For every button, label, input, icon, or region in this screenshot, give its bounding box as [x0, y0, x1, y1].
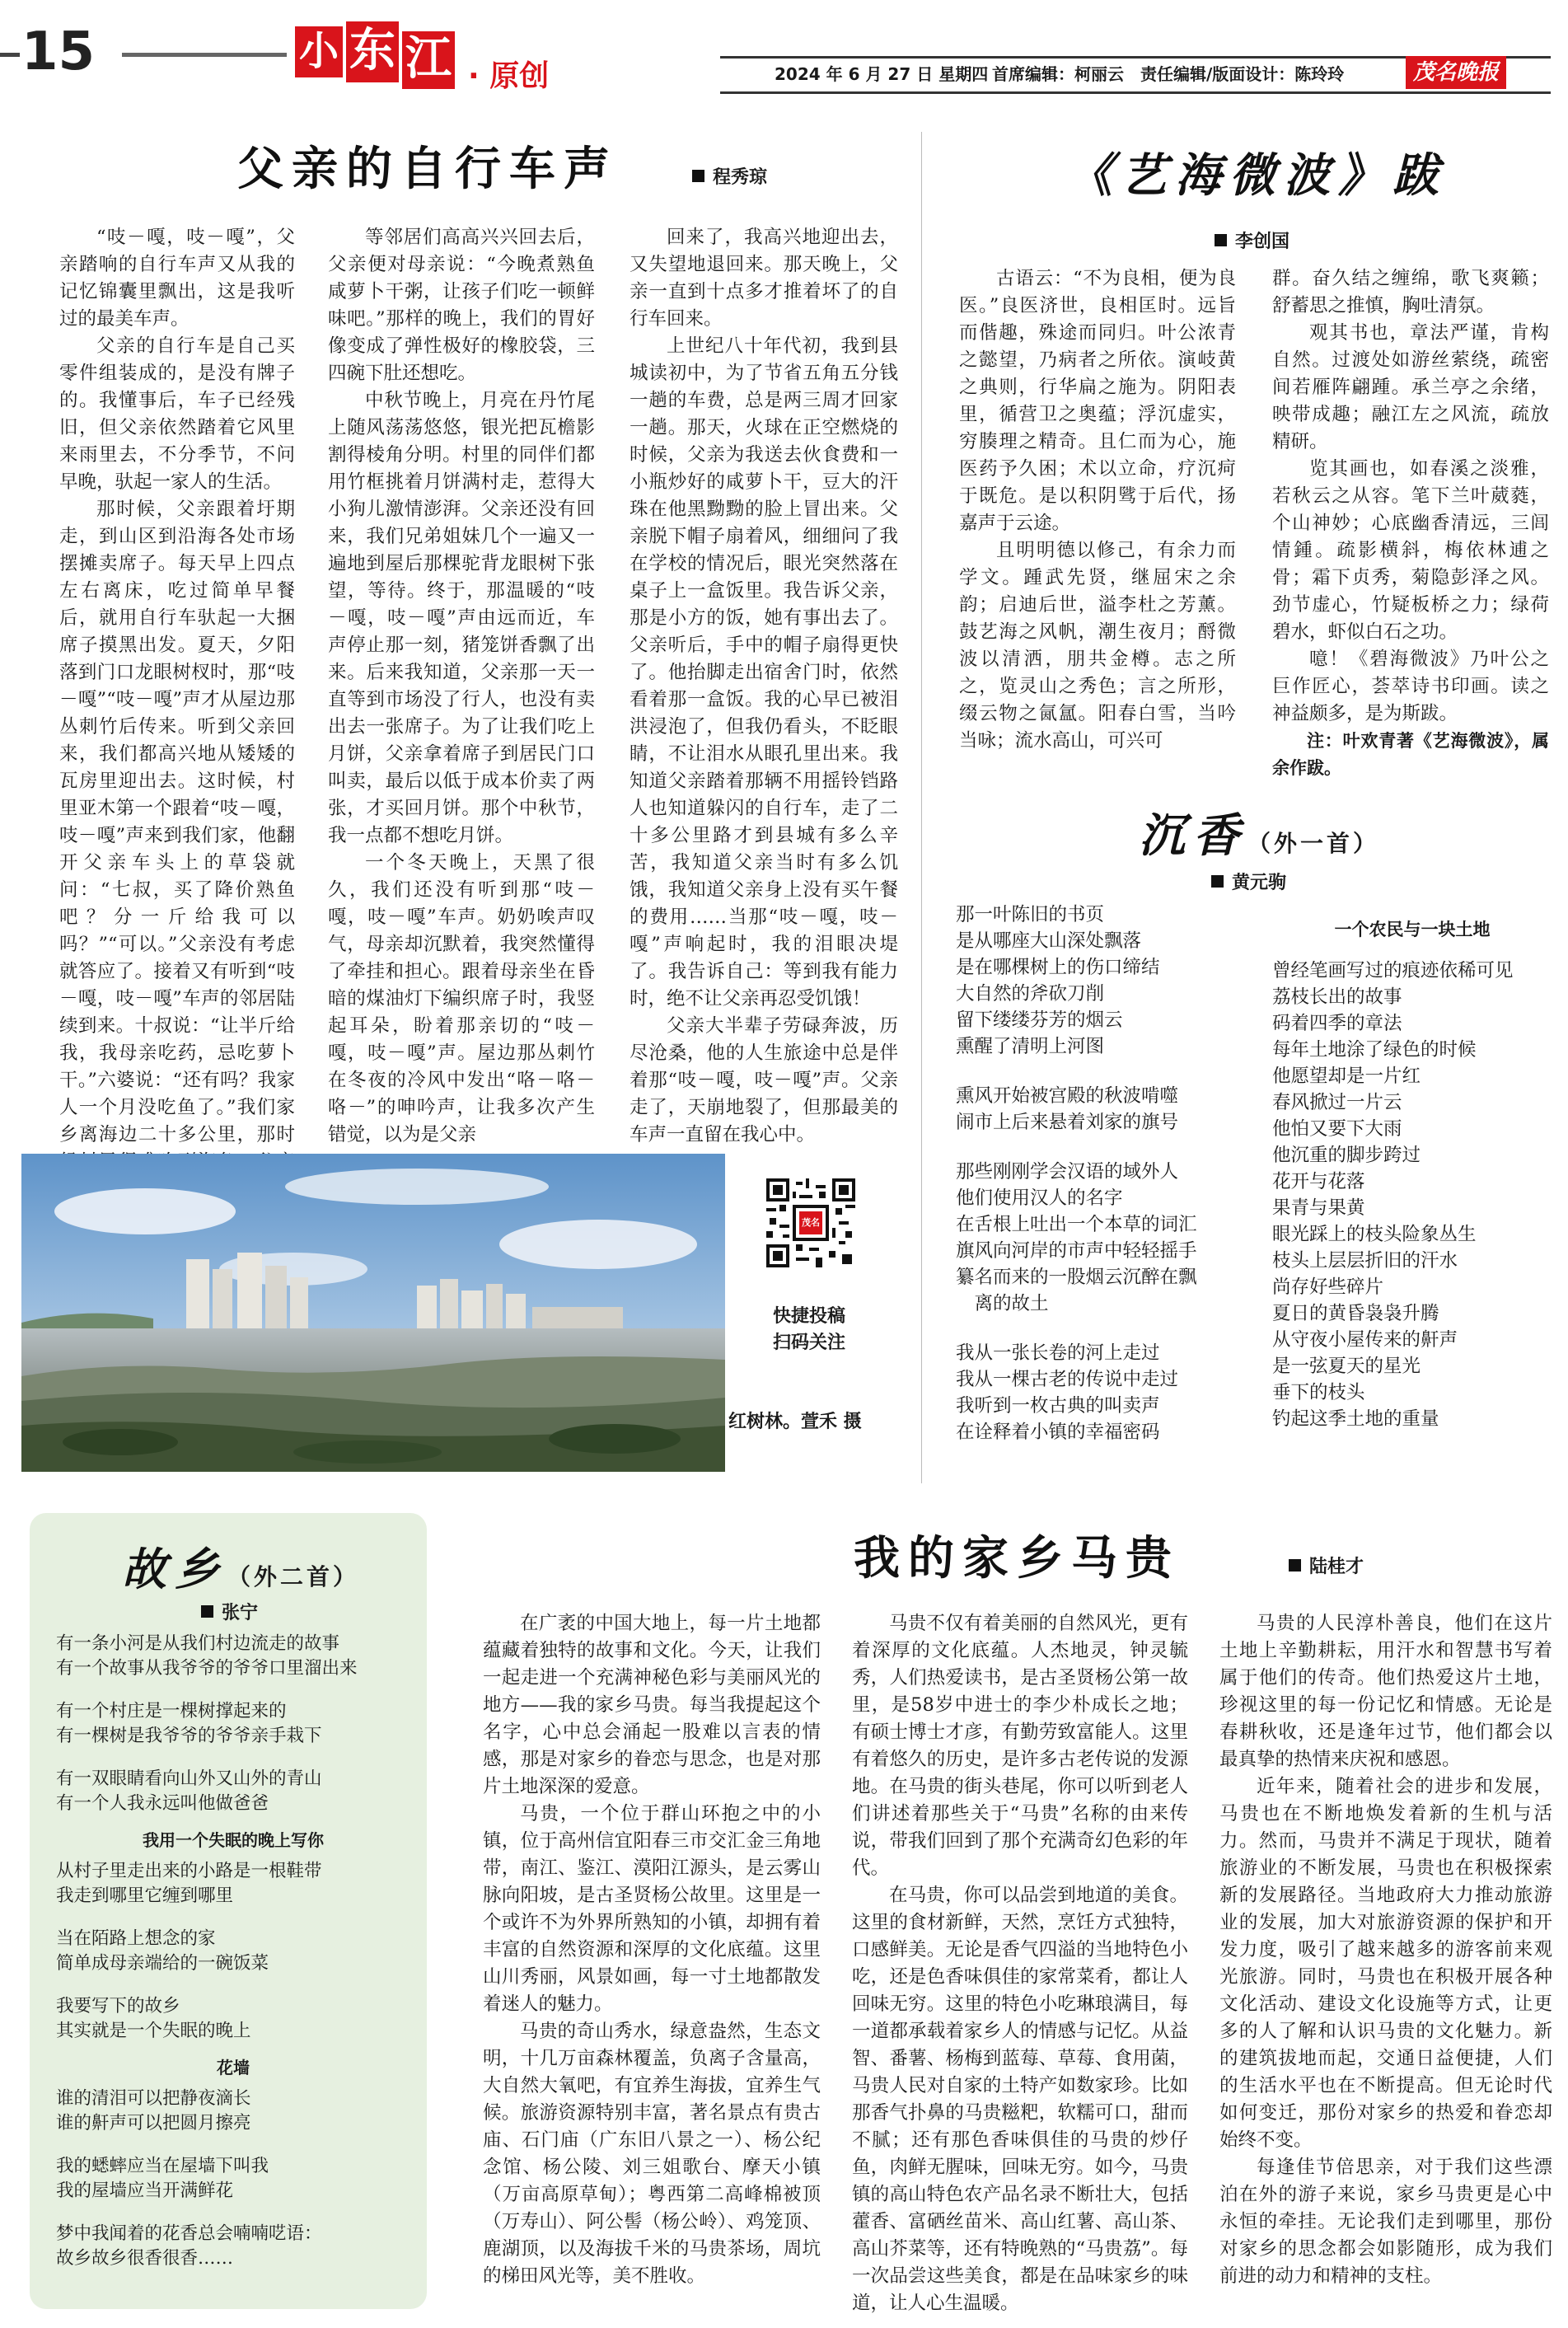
author-marker-icon	[1211, 875, 1224, 888]
article2-note: 注：叶欢青著《艺海微波》，属余作跋。	[1272, 731, 1549, 778]
article1-author-name: 程秀琼	[713, 167, 768, 188]
stanza	[956, 1083, 1261, 1136]
poem-line: 曾经笔画写过的痕迹依稀可见	[1272, 960, 1514, 981]
section-suffix: · 原创	[468, 59, 550, 93]
poem-line: 从守夜小屋传来的鼾声	[1272, 1329, 1458, 1351]
poem-guxiang-title-suffix: （外二首）	[227, 1563, 360, 1590]
poem-line: 我的屋墙应当开满鲜花	[56, 2180, 234, 2201]
poem-line: 旗风向河岸的市声中轻轻摇手	[956, 1240, 1197, 1262]
paragraph: 在广袤的中国大地上，每一片土地都蕴藏着独特的故事和文化。今天，让我们一起走进一个充满神秘色彩与美丽风光的地方——我的家乡马贵。每当我提起这个名字，心中总会涌起一股难以言表的情感，那是对家乡的眷恋与思念，也是对那片土地深深的爱意。	[483, 1613, 821, 1797]
qr-caption-1: 快捷投稿	[773, 1306, 846, 1327]
article2-author-name: 李创国	[1235, 232, 1290, 252]
poem-line: 闹市上后来悬着刘家的旗号	[956, 1112, 1179, 1133]
section-name-char-2: 东	[346, 21, 399, 82]
stanza	[56, 1927, 410, 1976]
paragraph: 马贵的奇山秀水，绿意盎然，生态文明，十几万亩森林覆盖，负离子含量高，大自然大氧吧，有宜养生海拔，宜养生气候。旅游资源特别丰富，著名景点有贵古庙、石门庙（广东旧八景之一）、杨公纪念馆、杨公陵、刘三姐歌台、摩天小镇（万亩高原草甸）；粤西第二高峰棉被顶（万寿山）、阿公髻（杨公岭）、鸡笼顶、鹿湖顶，以及海拔千米的马贵茶场，周坑的梯田风光等，美不胜收。	[483, 2021, 821, 2287]
poem-line: 春风掀过一片云	[1272, 1092, 1402, 1113]
article1-col1	[59, 224, 295, 1258]
article1-col3	[630, 224, 898, 1149]
poem-guxiang-author	[201, 1599, 258, 1624]
poem-chenxiang-author-name: 黄元驹	[1232, 873, 1287, 893]
paragraph: 回来了，我高兴地迎出去，又失望地退回来。那天晚上，父亲一直到十点多才推着坏了的自行车回来。	[630, 227, 898, 330]
poem-line: 有一个人我永远叫他做爸爸	[56, 1793, 269, 1814]
poem-guxiang-title-text: 故乡	[122, 1543, 227, 1595]
poem-line: 我从一棵古老的传说中走过	[956, 1369, 1179, 1390]
paragraph: 父亲大半辈子劳碌奔波，历尽沧桑，他的人生旅途中总是伴着那“吱－嘎，吱－嘎”声。父亲走了，天崩地裂了，但那最美的车声一直留在我心中。	[630, 1015, 898, 1145]
paragraph: 近年来，随着社会的进步和发展，马贵也在不断地焕发着新的生机与活力。然而，马贵并不满足于现状，随着旅游业的不断发展，马贵也在积极探索新的发展路径。当地政府大力推动旅游业的发展，加大对旅游资源的保护和开发力度，吸引了越来越多的游客前来观光旅游。同时，马贵也在积极开展各种文化活动、建设文化设施等方式，让更多的人了解和认识马贵的文化魅力。新的建筑拔地而起，交通日益便捷，人们的生活水平也在不断提高。但无论时代如何变迁，那份对家乡的热爱和眷恋却始终不变。	[1219, 1776, 1552, 2151]
paragraph: 等邻居们高高兴兴回去后，父亲便对母亲说：“今晚煮熟鱼咸萝卜干粥，让孩子们吃一顿鲜味吧。”那样的晚上，我们的胃好像变成了弹性极好的橡胶袋，三四碗下肚还想吃。	[328, 227, 595, 384]
stanza	[956, 1340, 1261, 1445]
poem-chenxiang-title-text: 沉香	[1139, 808, 1247, 863]
article2-title: 《艺海微波》跋	[1066, 148, 1447, 203]
stanza	[56, 1767, 410, 1816]
article2-col2	[1272, 265, 1549, 782]
poem-line: 荔枝长出的故事	[1272, 986, 1402, 1008]
stanza	[56, 1859, 410, 1909]
poem-line: 是从哪座大山深处飘落	[956, 930, 1142, 952]
stanza	[56, 1994, 410, 2044]
paragraph: 马贵不仅有着美丽的自然风光，更有着深厚的文化底蕴。人杰地灵，钟灵毓秀，人们热爱读书，是古圣贤杨公第一故里，是58岁中进士的李少朴成长之地；有硕士博士才彦，有勤劳致富能人。这里有着悠久的历史，是许多古老传说的发源地。在马贵的街头巷尾，你可以听到老人们讲述着那些关于“马贵”名称的由来传说，带我们回到了那个充满奇幻色彩的年代。	[852, 1613, 1188, 1879]
article3-author-name: 陆桂才	[1309, 1557, 1364, 1577]
poem-line: 垂下的枝头	[1272, 1382, 1365, 1403]
author-marker-icon	[1215, 234, 1227, 246]
mangrove-photo	[21, 1154, 725, 1472]
poem-line: 码着四季的章法	[1272, 1013, 1402, 1034]
editor-credits: 首席编辑：柯丽云 责任编辑/版面设计：陈玲玲	[992, 64, 1345, 84]
poem-subtitle: 一个农民与一块土地	[1334, 920, 1491, 939]
poem-line: 在舌根上吐出一个本草的词汇	[956, 1214, 1197, 1235]
poem-guxiang-body	[56, 1632, 410, 2271]
paragraph: 在马贵，你可以品尝到地道的美食。这里的食材新鲜，天然，烹饪方式独特，口感鲜美。无论是香气四溢的当地特色小吃，还是色香味俱佳的家常菜肴，都让人回味无穷。这里的特色小吃琳琅满目，每一道都承载着家乡人的情感与记忆。从益智、番薯、杨梅到蓝莓、草莓、食用菌，马贵人民对自家的土特产如数家珍。比如那香气扑鼻的马贵糍粑，软糯可口，甜而不腻；还有那色香味俱佳的马贵的炒仔鱼，肉鲜无腥味，回味无穷。如今，马贵镇的高山特色农产品名录不断壮大，包括藿香、富硒丝苗米、高山红薯、高山茶、高山芥菜等，还有特晚熟的“马贵荔”。每一次品尝这些美食，都是在品味家乡的味道，让人心生温暖。	[852, 1885, 1188, 2314]
paragraph: 马贵，一个位于群山环抱之中的小镇，位于高州信宜阳春三市交汇金三角地带，南江、鉴江、漠阳江源头，是云雾山脉向阳坡，是古圣贤杨公故里。这里是一个或许不为外界所熟知的小镇，却拥有着丰富的自然资源和深厚的文化底蕴。这里山川秀丽，风景如画，每一寸土地都散发着迷人的魅力。	[483, 1803, 821, 2015]
page-number: 15	[21, 21, 96, 82]
poem-line: 眼光踩上的枝头险象丛生	[1272, 1224, 1477, 1245]
poem-subtitle: 花墙	[217, 2058, 250, 2077]
poem-line: 夏日的黄昏袅袅升腾	[1272, 1303, 1439, 1324]
stanza	[56, 1632, 410, 1681]
poem-line: 他愿望却是一片红	[1272, 1066, 1421, 1087]
article3-col3	[1219, 1610, 1552, 2290]
poem-chenxiang-title-suffix: （外一首）	[1247, 830, 1380, 857]
poem-line: 我的蟋蟀应当在屋墙下叫我	[56, 2156, 269, 2176]
stanza	[56, 2222, 410, 2271]
paper-logo-text: 茂名晚报	[1412, 60, 1499, 85]
poem-line: 故乡故乡很香很香……	[56, 2248, 234, 2269]
poem-line: 谁的清泪可以把静夜滴长	[56, 2088, 251, 2109]
paragraph: 上世纪八十年代初，我到县城读初中，为了节省五角五分钱一趟的车费，总是两三周才回家一趟。那天，火球在正空燃烧的时候，父亲为我送去伙食费和一小瓶炒好的咸萝卜干，豆大的汗珠在他黑黝黝的脸上冒出来。父亲脱下帽子扇着风，细细问了我在学校的情况后，眼光突然落在桌子上一盒饭里。我告诉父亲，那是小方的饭，她有事出去了。父亲听后，手中的帽子扇得更快了。他抬脚走出宿舍门时，依然看着那一盒饭。我的心早已被泪洪浸泡了，但我仍看头，不眨眼睛，不让泪水从眼孔里出来。我知道父亲踏着那辆不用摇铃铛路人也知道躲闪的自行车，走了二十多公里路才到县城有多么辛苦，我知道父亲当时有多么饥饿，我知道父亲身上没有买午餐的费用……当那“吱－嘎，吱－嘎”声响起时，我的泪眼决堤了。我告诉自己：等到我有能力时，绝不让父亲再忍受饥饿！	[630, 335, 898, 1009]
poem-subtitle: 我用一个失眠的晚上写你	[143, 1830, 324, 1850]
paragraph: 父亲的自行车是自己买零件组装成的，是没有牌子的。我懂事后，车子已经残旧，但父亲依然踏着它风里来雨里去，不分季节，不问早晚，驮起一家人的生活。	[59, 335, 295, 493]
paragraph: 那时候，父亲跟着圩期走，到山区到沿海各处市场摆摊卖席子。每天早上四点左右离床，吃过简单早餐后，就用自行车驮起一大捆席子摸黑出发。夏天，夕阳落到门口龙眼树杈时，那“吱－嘎”“吱－嘎”声才从屋边那丛刺竹后传来。听到父亲回来，我们都高兴地从矮矮的瓦房里迎出去。这时候，村里亚木第一个跟着“吱－嘎，吱－嘎”声来到我们家，他翻开父亲车头上的草袋就问：“七叔，买了降价熟鱼吧？分一斤给我可以吗？”“可以。”父亲没有考虑就答应了。接着又有听到“吱－嘎，吱－嘎”车声的邻居陆续到来。十叔说：“让半斤给我，我母亲吃药，忌吃萝卜干。”六婆说：“还有吗？我家人一个月没吃鱼了。”我们家乡离海边二十多公里，那时	[59, 499, 295, 1145]
poem-line: 他沉重的脚步跨过	[1272, 1145, 1421, 1166]
poem-line: 是一弦夏天的星光	[1272, 1356, 1421, 1377]
article3-col2	[852, 1610, 1188, 2317]
poem-line: 尚存好些碎片	[1272, 1276, 1384, 1298]
poem-line: 他怕又要下大雨	[1272, 1118, 1402, 1140]
page-number-dash	[0, 53, 20, 57]
qr-caption-2: 扫码关注	[773, 1333, 846, 1353]
poem-line: 梦中我闻着的花香总会喃喃呓语：	[56, 2223, 322, 2244]
poem-line: 我听到一枚古典的叫卖声	[956, 1395, 1160, 1417]
paper-logo	[1406, 56, 1506, 89]
poem-chenxiang-author	[1211, 869, 1286, 894]
article1-col2	[328, 224, 595, 1149]
article1-author	[692, 163, 767, 189]
qr-center-label: 茂名	[802, 1217, 820, 1228]
mangrove-photo-image	[21, 1154, 725, 1472]
issue-date: 2024 年 6 月 27 日 星期四	[775, 64, 989, 84]
article3-author	[1289, 1553, 1364, 1578]
stanza	[956, 1159, 1261, 1317]
section-logo	[295, 20, 608, 102]
poem-line: 纂名而来的一股烟云沉醉在飘	[956, 1267, 1197, 1288]
poem-line: 留下缕缕芬芳的烟云	[956, 1009, 1123, 1031]
poem-line: 简单成母亲端给的一碗饭菜	[56, 1953, 269, 1974]
paragraph: 古语云：“不为良相，便为良医。”良医济世，良相匡时。远旨而偕趣，殊途而同归。叶公浓青之懿望，乃病者之所依。演岐黄之典则，行华扁之施为。阴阳表里，循营卫之奥蕴；浮沉虚实，穷腠理之精奇。且仁而为心，施医药予久困；术以立命，疗沉疴于既危。是以积阴骘于后代，扬嘉声于云途。	[959, 268, 1236, 534]
column-divider	[921, 132, 922, 1483]
poem-chenxiang-body	[956, 902, 1261, 1468]
poem-chenxiang-title	[1139, 799, 1379, 865]
poem-line: 我要写下的故乡	[56, 1996, 180, 2017]
poem-line: 枝头上层层折旧的汗水	[1272, 1250, 1458, 1272]
page-header	[0, 0, 1568, 107]
paragraph: “吱－嘎，吱－嘎”，父亲踏响的自行车声又从我的记忆锦囊里飘出，这是我听过的最美车声。	[59, 227, 295, 330]
poem-line: 是在哪棵树上的伤口缔结	[956, 957, 1160, 978]
poem-line: 他们使用汉人的名字	[956, 1187, 1123, 1209]
poem-line: 我从一张长卷的河上走过	[956, 1342, 1160, 1364]
poem-line: 离的故土	[956, 1293, 1049, 1314]
poem-line: 谁的鼾声可以把圆月擦亮	[56, 2113, 251, 2134]
stanza	[956, 902, 1261, 1060]
poem-line: 有一个故事从我爷爷的爷爷口里溜出来	[56, 1658, 358, 1679]
qr-code[interactable]	[766, 1178, 855, 1267]
poem-line: 有一棵树是我爷爷的爷爷亲手栽下	[56, 1726, 322, 1746]
author-marker-icon	[201, 1605, 213, 1618]
poem-line: 有一个村庄是一棵树撑起来的	[56, 1701, 287, 1721]
poem-line: 当在陌路上想念的家	[56, 1928, 216, 1949]
paragraph: 且明明德以修己，有余力而学文。踵武先贤，继屈宋之余韵；启迪后世，溢李杜之芳薰。鼓艺海之风帆，潮生夜月；酹微波以清洒，朋共金樽。志之所之，览灵山之秀色；言之所形，缀云物之氤氲。阳春白雪，当吟当咏；流水高山，可兴可	[959, 540, 1236, 752]
article3-col1	[483, 1610, 821, 2290]
article2-author	[1215, 227, 1290, 253]
paragraph: 马贵的人民淳朴善良，他们在这片土地上辛勤耕耘，用汗水和智慧书写着属于他们的传奇。他们热爱这片土地，珍视这里的每一份记忆和情感。无论是春耕秋收，还是逢年过节，他们都会以最真挚的热情来庆祝和感恩。	[1219, 1613, 1552, 1770]
paragraph: 群。奋久结之缠绵，歌飞爽籁；舒蓄思之推慎，胸吐清氛。	[1272, 268, 1549, 316]
paragraph: 中秋节晚上，月亮在丹竹尾上随风荡荡悠悠，银光把瓦檐影割得棱角分明。村里的同伴们都用竹框挑着月饼满村走，惹得大小狗儿激情澎湃。父亲还没有回来，我们兄弟姐妹几个一遍又一遍地到屋后那棵驼背龙眼树下张望，等待。终于，那温暖的“吱－嘎，吱－嘎”声由远而近，车声停止那一刻，猪笼饼香飘了出来。后来我知道，父亲那一天一直等到市场没了行人，也没有卖出去一张席子。为了让我们吃上月饼，父亲拿着席子到居民门口叫卖，最后以低于成本价卖了两张，才买回月饼。那个中秋节，我一点都不想吃月饼。	[328, 390, 595, 846]
poem-guxiang-author-name: 张宁	[222, 1603, 259, 1623]
article3-title: 我的家乡马贵	[854, 1531, 1180, 1586]
poem-line: 熏风开始被宫殿的秋波啃噬	[956, 1085, 1179, 1107]
poem-line: 每年土地涂了绿色的时候	[1272, 1039, 1477, 1061]
paragraph: 每逢佳节倍思亲，对于我们这些漂泊在外的游子来说，家乡马贵更是心中永恒的牵挂。无论我们走到哪里，那份对家乡的思念都会如影随形，成为我们前进的动力和精神的支柱。	[1219, 2157, 1552, 2287]
article1-title: 父亲的自行车声	[237, 142, 618, 196]
section-name-char-3: 江	[402, 31, 455, 89]
article2-col1	[959, 265, 1236, 755]
poem-line: 大自然的斧砍刀削	[956, 983, 1105, 1005]
section-name-char-1: 小	[295, 26, 343, 77]
author-marker-icon	[692, 170, 704, 182]
poem-line: 其实就是一个失眠的晚上	[56, 2021, 251, 2041]
stanza	[56, 2154, 410, 2204]
poem-line: 从村子里走出来的小路是一根鞋带	[56, 1861, 322, 1881]
poem-line: 在诠释着小镇的幸福密码	[956, 1422, 1160, 1443]
poem-line: 有一条小河是从我们村边流走的故事	[56, 1633, 340, 1654]
poem-guxiang-title	[122, 1534, 359, 1598]
poem-line: 那些刚刚学会汉语的域外人	[956, 1161, 1179, 1183]
header-rule-left	[122, 53, 287, 57]
poem-line: 花开与花落	[1272, 1171, 1365, 1192]
paragraph: 一个冬天晚上，天黑了很久，我们还没有听到那“吱－嘎，吱－嘎”车声。奶奶唉声叹气，母亲却沉默着，我突然懂得了牵挂和担心。跟着母亲坐在昏暗的煤油灯下编织席子时，我竖起耳朵，盼着那亲切的“吱－嘎，吱－嘎”声。屋边那丛刺竹在冬夜的冷风中发出“咯－咯－咯－”的呻吟声，让我多次产生错觉，以为是父亲	[328, 852, 595, 1145]
poem-line: 果青与果黄	[1272, 1197, 1365, 1219]
poem-line: 我走到哪里它缠到哪里	[56, 1885, 234, 1906]
paragraph: 观其书也，章法严谨，肯构自然。过渡处如游丝萦绕，疏密间若雁阵翩踵。承兰亭之余绪，映带成趣；融江左之风流，疏放精研。	[1272, 322, 1549, 452]
author-marker-icon	[1289, 1559, 1301, 1572]
poem-nongmin-body	[1272, 916, 1552, 1432]
poem-line: 那一叶陈旧的书页	[956, 904, 1105, 925]
poem-line: 有一双眼睛看向山外又山外的青山	[56, 1768, 322, 1789]
poem-line: 钓起这季土地的重量	[1272, 1408, 1439, 1430]
photo-caption: 红树林。萱禾 摄	[728, 1412, 862, 1432]
paragraph: 噫！《碧海微波》乃叶公之巨作匠心，荟萃诗书印画。读之神益颇多，是为斯跋。	[1272, 649, 1549, 724]
stanza	[56, 2087, 410, 2136]
stanza	[56, 1699, 410, 1749]
paragraph: 览其画也，如春溪之淡雅，若秋云之从容。笔下兰叶葳蕤，个山神妙；心底幽香清远，三闾情鍾。疏影横斜，梅依林逋之骨；霜下贞秀，菊隐彭泽之风。劲节虚心，竹疑板桥之力；绿荷碧水，虾似白石之功。	[1272, 458, 1549, 643]
poem-line: 熏醒了清明上河图	[956, 1036, 1105, 1057]
